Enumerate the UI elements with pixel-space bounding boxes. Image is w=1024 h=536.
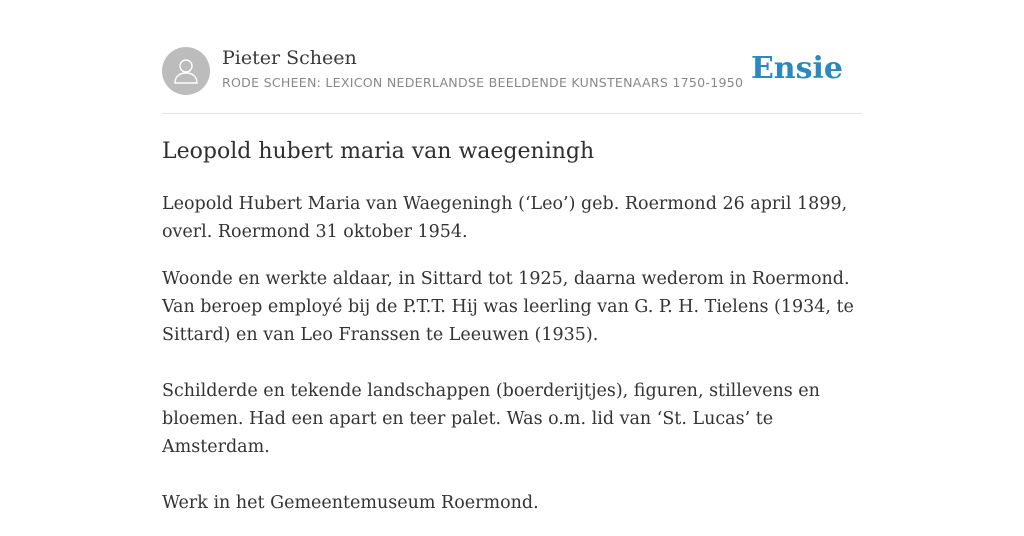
user-icon (172, 56, 200, 86)
ensie-logo[interactable]: Ensie (750, 51, 843, 86)
page-title: Leopold hubert maria van waegeningh (162, 139, 595, 164)
author-name[interactable]: Pieter Scheen (222, 47, 357, 69)
avatar[interactable] (162, 47, 210, 95)
paragraph-career: Woonde en werkte aldaar, in Sittard tot 1925, daarna wederom in Roermond. Van beroep employé bij de P.T.T. Hij was leerling van G. P. H. Tielens (1934, te Sittard) en van Leo Franssen te Leeuwen (1935). (162, 269, 854, 345)
source-title[interactable]: RODE SCHEEN: LEXICON NEDERLANDSE BEELDENDE KUNSTENAARS 1750-1950 (222, 75, 744, 90)
paragraph-intro: Leopold Hubert Maria van Waegeningh (‘Leo’) geb. Roermond 26 april 1899, overl. Roermond 31 oktober 1954. (162, 194, 848, 242)
paragraph-work: Schilderde en tekende landschappen (boerderijtjes), figuren, stillevens en bloemen. Had een apart en teer palet. Was o.m. lid van ‘St. Lucas’ te Amsterdam. (162, 381, 820, 457)
paragraph-museum: Werk in het Gemeentemuseum Roermond. (162, 493, 539, 513)
header (162, 46, 862, 96)
page (162, 0, 862, 512)
divider (162, 113, 862, 114)
article-body (162, 190, 862, 536)
